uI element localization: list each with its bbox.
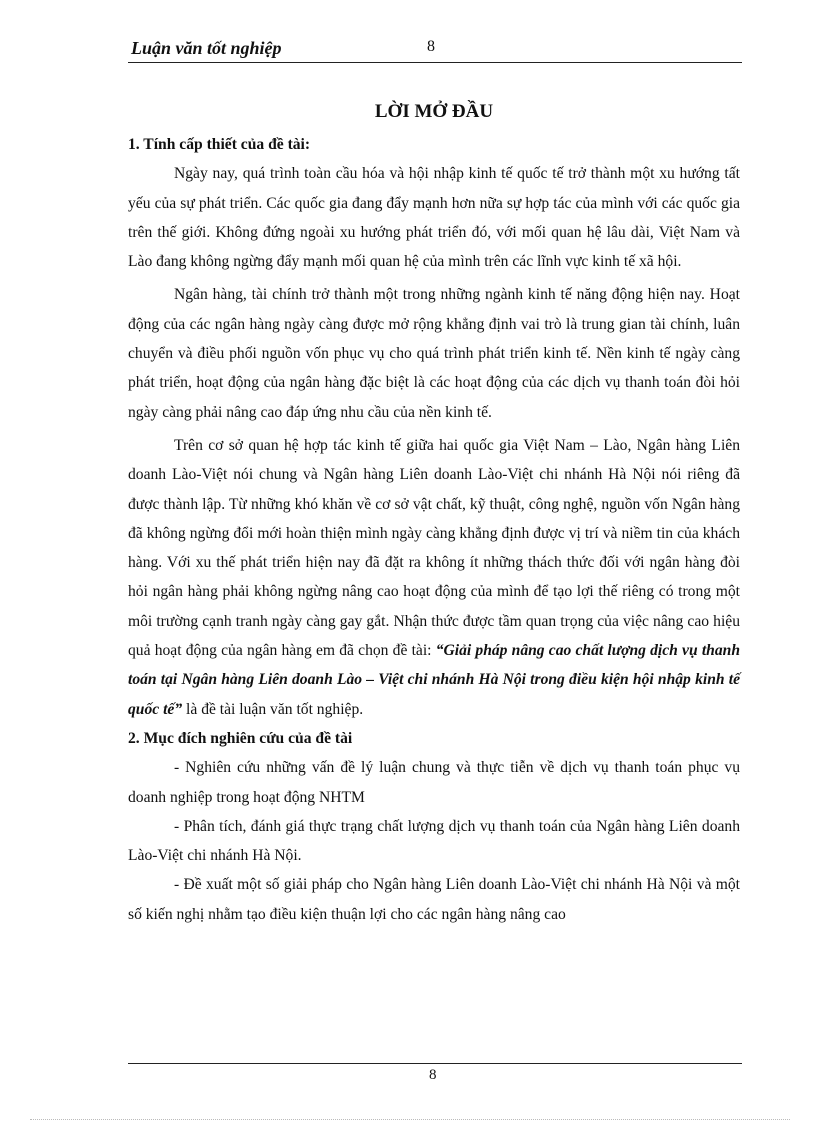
footer-divider	[128, 1063, 742, 1064]
running-header-title: Luận văn tốt nghiệp	[131, 38, 282, 58]
paragraph-3-end: là đề tài luận văn tốt nghiệp.	[182, 700, 364, 718]
section-1-heading: 1. Tính cấp thiết của đề tài:	[128, 136, 311, 153]
document-title: LỜI MỞ ĐẦU	[374, 101, 494, 122]
page-edge-dotted-line	[30, 1119, 790, 1120]
section-1-paragraph-1: Ngày nay, quá trình toàn cầu hóa và hội nhập kinh tế quốc tế trở thành một xu hướng tất yếu của sự phát triển. Các quốc gia đang đẩy mạnh hơn nữa sự hợp tác của mình với các quốc gia trên thế giới. Không đứng ngoài xu hướng phát triển đó, với mối quan hệ lâu dài, Việt Nam và Lào đang không ngừng đẩy mạnh mối quan hệ của mình trên các lĩnh vực kinh tế xã hội.	[128, 165, 740, 271]
objective-item-2: - Phân tích, đánh giá thực trạng chất lượng dịch vụ thanh toán của Ngân hàng Liên doanh Lào-Việt chi nhánh Hà Nội.	[128, 817, 740, 865]
objective-item-3: - Đề xuất một số giải pháp cho Ngân hàng Liên doanh Lào-Việt chi nhánh Hà Nội và một số kiến nghị nhằm tạo điều kiện thuận lợi cho các ngân hàng nâng cao	[128, 876, 740, 923]
header-page-number: 8	[427, 38, 435, 55]
section-1-paragraph-2: Ngân hàng, tài chính trở thành một trong những ngành kinh tế năng động hiện nay. Hoạt động của các ngân hàng ngày càng được mở rộng khẳng định vai trò là trung gian tài chính, luân chuyển và điều phối nguồn vốn phục vụ cho quá trình phát triển kinh tế. Nền kinh tế ngày càng phát triển, hoạt động của ngân hàng đặc biệt là các hoạt động của các dịch vụ thanh toán đòi hỏi ngày càng phải nâng cao đáp ứng nhu cầu của nền kinh tế.	[128, 286, 740, 421]
page-body	[128, 93, 740, 929]
objective-item-1: - Nghiên cứu những vấn đề lý luận chung và thực tiễn về dịch vụ thanh toán phục vụ doanh nghiệp trong hoạt động NHTM	[128, 759, 740, 806]
paragraph-3-text: Trên cơ sở quan hệ hợp tác kinh tế giữa hai quốc gia Việt Nam – Lào, Ngân hàng Liên doanh Lào-Việt nói chung và Ngân hàng Liên doanh Lào-Việt chi nhánh Hà Nội nói riêng đã được thành lập. Từ những khó khăn về cơ sở vật chất, kỹ thuật, công nghệ, nguồn vốn Ngân hàng đã không ngừng đổi mới hoàn thiện mình ngày càng khẳng định được vị trí và niềm tin của khách hàng. Với xu thế phát triển hiện nay đã đặt ra không ít những thách thức đối với ngân hàng đòi hỏi ngân hàng phải không ngừng nâng cao hoạt động của mình để tạo lợi thế riêng có trong một môi trường cạnh tranh ngày càng gay gắt. Nhận thức được tầm quan trọng của việc nâng cao hiệu quả hoạt động của ngân hàng em đã chọn đề tài:	[128, 436, 740, 660]
header-divider	[128, 62, 742, 63]
thesis-topic-title: “Giải pháp nâng cao chất lượng dịch vụ thanh toán tại Ngân hàng Liên doanh Lào – Việt chi nhánh Hà Nội trong điều kiện hội nhập kinh tế quốc tế”	[128, 642, 740, 718]
footer-page-number: 8	[429, 1067, 437, 1083]
section-1-paragraph-3	[128, 431, 740, 724]
section-2-heading: 2. Mục đích nghiên cứu của đề tài	[128, 729, 353, 747]
